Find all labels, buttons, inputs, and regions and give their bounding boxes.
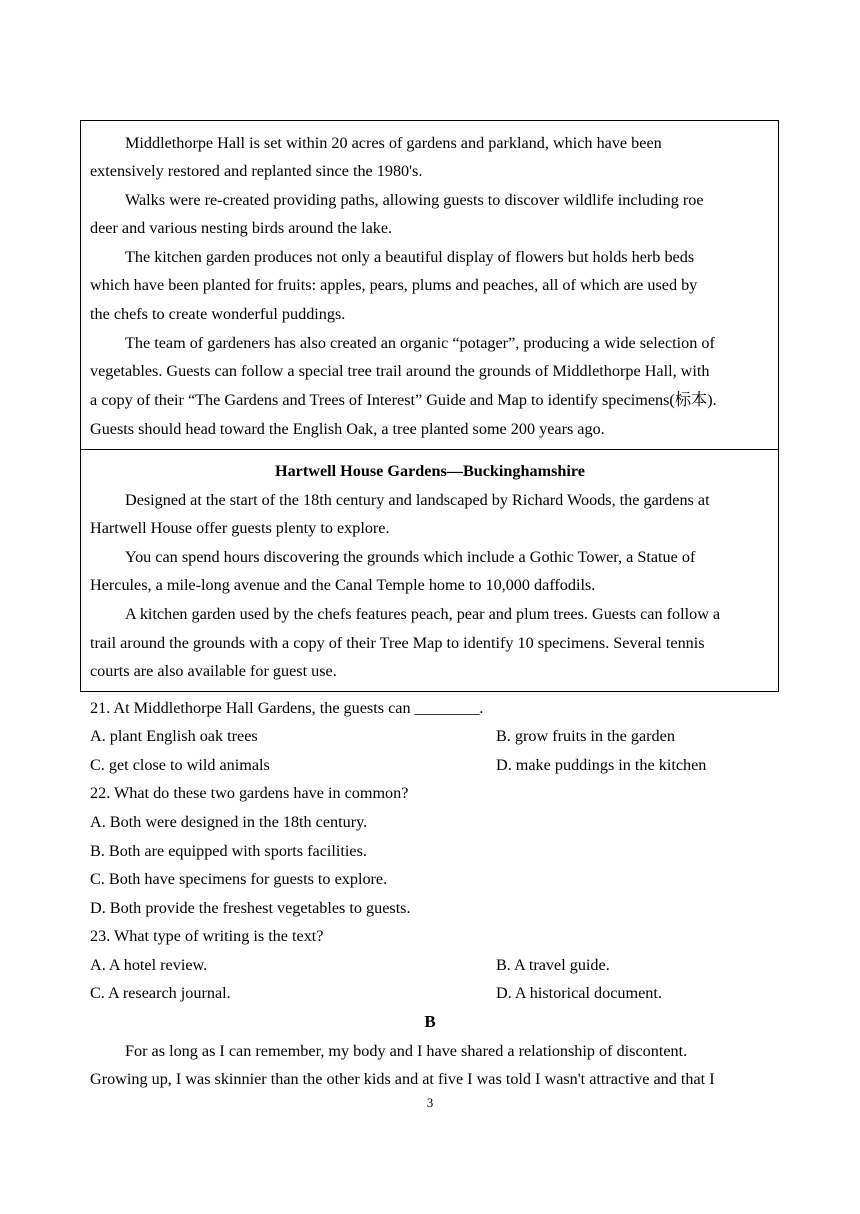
passage-line: The kitchen garden produces not only a beautiful display of flowers but holds herb beds — [125, 248, 695, 266]
passage-line: Growing up, I was skinnier than the other kids and at five I was told I wasn't attractive and that I — [90, 1070, 715, 1088]
passage-line: Middlethorpe Hall is set within 20 acres of gardens and parkland, which have been — [125, 134, 662, 152]
passage-line: deer and various nesting birds around the lake. — [90, 219, 393, 237]
question-21-option-b[interactable]: B. grow fruits in the garden — [496, 727, 675, 745]
passage-line: For as long as I can remember, my body and I have shared a relationship of discontent. — [125, 1042, 688, 1060]
passage-line: You can spend hours discovering the grounds which include a Gothic Tower, a Statue of — [125, 548, 696, 566]
passage-line: trail around the grounds with a copy of their Tree Map to identify 10 specimens. Several tennis — [90, 634, 705, 652]
question-23-option-a[interactable]: A. A hotel review. — [90, 956, 208, 974]
passage-line: a copy of their “The Gardens and Trees of Interest” Guide and Map to identify specimens(标本). — [90, 391, 717, 409]
passage-line: courts are also available for guest use. — [90, 662, 337, 680]
question-21-option-d[interactable]: D. make puddings in the kitchen — [496, 756, 707, 774]
passage-line: Hercules, a mile-long avenue and the Canal Temple home to 10,000 daffodils. — [90, 576, 596, 594]
passage-line: vegetables. Guests can follow a special tree trail around the grounds of Middlethorpe Hall, with — [90, 362, 710, 380]
passage-line: which have been planted for fruits: apples, pears, plums and peaches, all of which are used by — [90, 276, 698, 294]
question-22-option-c[interactable]: C. Both have specimens for guests to explore. — [90, 870, 388, 888]
question-23-option-b[interactable]: B. A travel guide. — [496, 956, 610, 974]
section-b-heading: B — [424, 1012, 436, 1031]
passage-line: Hartwell House offer guests plenty to explore. — [90, 519, 390, 537]
passage-line: Designed at the start of the 18th century and landscaped by Richard Woods, the gardens at — [125, 491, 710, 509]
question-22-option-b[interactable]: B. Both are equipped with sports facilities. — [90, 842, 367, 860]
question-22-option-a[interactable]: A. Both were designed in the 18th century. — [90, 813, 368, 831]
question-23-stem: 23. What type of writing is the text? — [90, 927, 324, 945]
passage-line: the chefs to create wonderful puddings. — [90, 305, 346, 323]
question-21-stem: 21. At Middlethorpe Hall Gardens, the guests can ________. — [90, 699, 484, 717]
passage-line: Walks were re-created providing paths, allowing guests to discover wildlife including roe — [125, 191, 704, 209]
hartwell-title: Hartwell House Gardens—Buckinghamshire — [275, 462, 585, 480]
question-23-option-d[interactable]: D. A historical document. — [496, 984, 662, 1002]
question-21-option-c[interactable]: C. get close to wild animals — [90, 756, 270, 774]
question-22-option-d[interactable]: D. Both provide the freshest vegetables to guests. — [90, 899, 411, 917]
question-23-option-c[interactable]: C. A research journal. — [90, 984, 231, 1002]
question-22-stem: 22. What do these two gardens have in common? — [90, 784, 409, 802]
passage-line: extensively restored and replanted since the 1980's. — [90, 162, 423, 180]
page-number: 3 — [426, 1095, 434, 1110]
passage-line: The team of gardeners has also created an organic “potager”, producing a wide selection of — [125, 334, 715, 352]
passage-line: Guests should head toward the English Oak, a tree planted some 200 years ago. — [90, 420, 605, 438]
question-21-option-a[interactable]: A. plant English oak trees — [90, 727, 258, 745]
passage-line: A kitchen garden used by the chefs features peach, pear and plum trees. Guests can follow a — [125, 605, 721, 623]
hartwell-passage-box — [80, 449, 779, 692]
